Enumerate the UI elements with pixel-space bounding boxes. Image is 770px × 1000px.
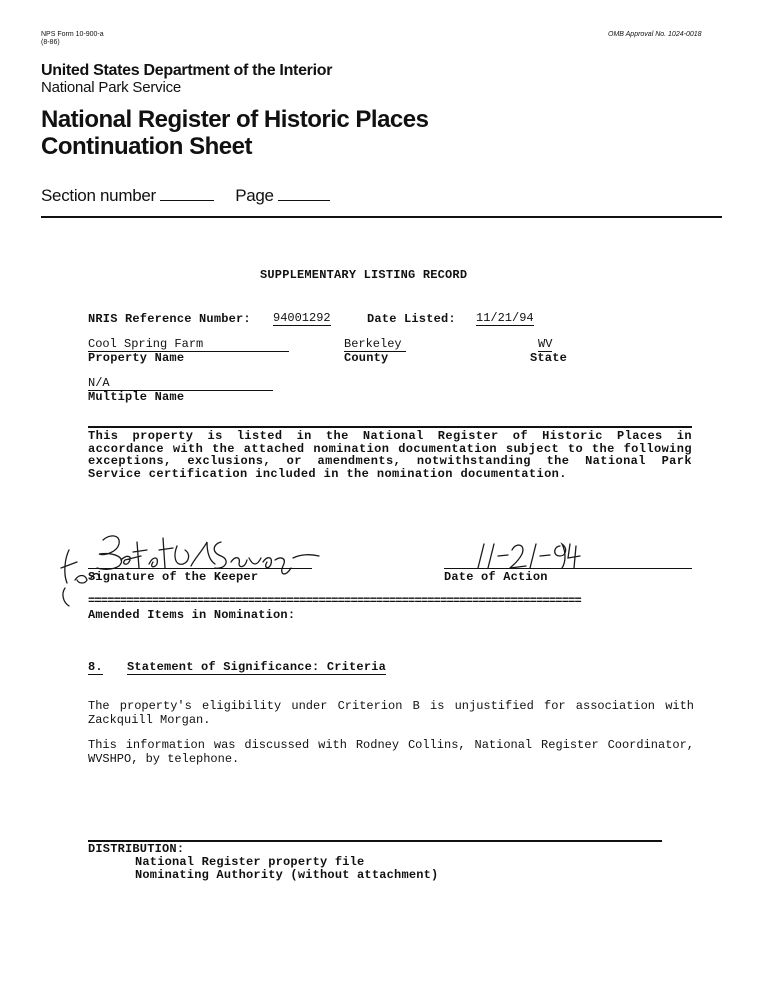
- page-number-field: [278, 188, 330, 201]
- multiple-name-label: Multiple Name: [88, 390, 185, 404]
- date-of-action-line: [444, 568, 692, 569]
- section-number-field: [160, 188, 214, 201]
- service-name: National Park Service: [41, 79, 182, 96]
- page-title: National Register of Historic Places: [41, 106, 429, 133]
- date-listed-value: 11/21/94: [476, 311, 534, 325]
- nris-label: NRIS Reference Number:: [88, 312, 251, 326]
- page-subtitle: Continuation Sheet: [41, 133, 252, 160]
- section-8-number: 8.: [88, 660, 103, 674]
- county-value: Berkeley: [344, 337, 406, 352]
- distribution-item: National Register property file: [135, 855, 365, 869]
- form-number: [41, 31, 104, 47]
- form-date: (8-86): [41, 39, 60, 46]
- section-8-title: Statement of Significance: Criteria: [127, 660, 387, 674]
- record-heading: SUPPLEMENTARY LISTING RECORD: [260, 268, 468, 282]
- form-number-label: NPS Form 10-900-a: [41, 31, 104, 38]
- nris-value: 94001292: [273, 311, 331, 325]
- state-value: WV: [538, 337, 553, 351]
- property-name-value: Cool Spring Farm: [88, 337, 289, 352]
- department-name: United States Department of the Interior: [41, 62, 333, 79]
- county-label: County: [344, 351, 389, 365]
- distribution-label: DISTRIBUTION:: [88, 842, 185, 856]
- page-label: Page: [235, 186, 274, 205]
- keeper-signature-line: [88, 568, 312, 569]
- multiple-name-value: N/A: [88, 376, 273, 391]
- listing-statement: This property is listed in the National Register of Historic Places in accordance with the attached nomination documentation subject to the following exceptions, exclusions, or amendments, notwithstanding the National Park Service certification included in the nomination documentation.: [88, 429, 692, 481]
- state-label: State: [530, 351, 568, 365]
- amended-items-label: Amended Items in Nomination:: [88, 608, 296, 622]
- amendment-paragraph-1: The property's eligibility under Criterion B is unjustified for association with Zackquill Morgan.: [88, 699, 694, 727]
- property-name-label: Property Name: [88, 351, 185, 365]
- statement-top-rule: [88, 426, 692, 428]
- section-number-label: Section number: [41, 186, 156, 205]
- double-divider: =============================================================================: [88, 594, 581, 608]
- omb-approval: OMB Approval No. 1024-0018: [608, 31, 702, 38]
- date-of-action-label: Date of Action: [444, 570, 548, 584]
- distribution-item: Nominating Authority (without attachment): [135, 868, 439, 882]
- header-divider: [41, 216, 722, 218]
- amendment-paragraph-2: This information was discussed with Rodney Collins, National Register Coordinator, WVSHPO, by telephone.: [88, 738, 694, 766]
- section-page-line: [41, 186, 330, 206]
- keeper-label: Signature of the Keeper: [88, 570, 259, 584]
- date-listed-label: Date Listed:: [367, 312, 456, 326]
- handwritten-date: [470, 538, 590, 572]
